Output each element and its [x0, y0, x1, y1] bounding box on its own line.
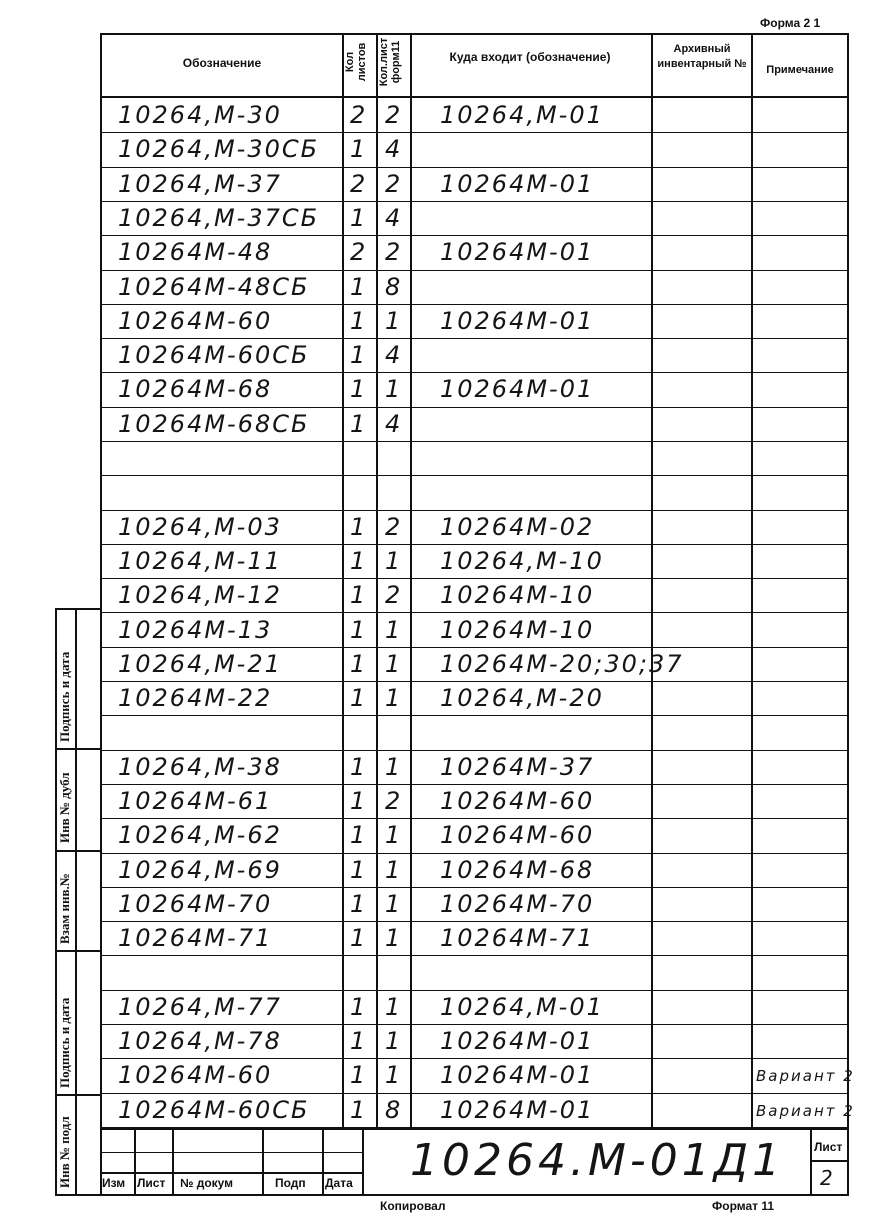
header-designation: Обозначение	[182, 56, 262, 70]
row-designation: 10264,М-30	[118, 101, 282, 129]
row-format11: 1	[385, 684, 403, 712]
title-doc-no: № докум	[180, 1176, 234, 1190]
row-sheets: 1	[350, 307, 368, 335]
row-format11: 2	[385, 238, 403, 266]
sheet-number: 2	[820, 1166, 835, 1190]
row-used-in: 10264М-01	[440, 170, 595, 198]
row-designation: 10264,М-62	[118, 821, 282, 849]
frame-right	[847, 33, 849, 1195]
row-sheets: 1	[350, 341, 368, 369]
form-label: Форма 2 1	[760, 16, 821, 30]
row-sheets: 1	[350, 581, 368, 609]
row-sheets: 1	[350, 787, 368, 815]
side-dup-inv: Инв № дубл	[57, 772, 72, 843]
col-line-3	[410, 33, 412, 1129]
sheet-label: Лист	[814, 1140, 843, 1154]
row-designation: 10264М-48СБ	[118, 273, 310, 301]
side-orig-inv: Инв № подл	[57, 1116, 72, 1188]
row-format11: 1	[385, 547, 403, 575]
row-line	[100, 475, 848, 476]
row-designation: 10264,М-37	[118, 170, 282, 198]
row-format11: 4	[385, 410, 403, 438]
row-designation: 10264М-13	[118, 616, 273, 644]
row-designation: 10264,М-11	[118, 547, 282, 575]
row-sheets: 2	[350, 101, 368, 129]
row-format11: 1	[385, 753, 403, 781]
row-sheets: 1	[350, 135, 368, 163]
row-used-in: 10264М-60	[440, 821, 595, 849]
row-used-in: 10264М-71	[440, 924, 595, 952]
row-sheets: 1	[350, 821, 368, 849]
header-archive: Архивный инвентарный №	[657, 43, 747, 70]
row-format11: 1	[385, 924, 403, 952]
row-sheets: 1	[350, 684, 368, 712]
side-strip-inner	[75, 608, 77, 1195]
row-format11: 8	[385, 1096, 403, 1124]
header-used-in: Куда входит (обозначение)	[449, 50, 611, 64]
row-line	[100, 1093, 848, 1094]
row-format11: 1	[385, 821, 403, 849]
row-sheets: 1	[350, 856, 368, 884]
title-col-2	[172, 1130, 174, 1194]
row-line	[100, 955, 848, 956]
row-sheets: 1	[350, 375, 368, 403]
row-designation: 10264,М-12	[118, 581, 282, 609]
row-designation: 10264М-70	[118, 890, 273, 918]
row-sheets: 1	[350, 204, 368, 232]
row-designation: 10264,М-69	[118, 856, 282, 884]
row-line	[100, 853, 848, 854]
row-sheets: 1	[350, 1061, 368, 1089]
row-designation: 10264М-68	[118, 375, 273, 403]
title-col-4	[322, 1130, 324, 1194]
row-sheets: 1	[350, 273, 368, 301]
row-line	[100, 612, 848, 613]
title-date: Дата	[325, 1176, 353, 1190]
document-code: 10264.М-01Д1	[410, 1135, 785, 1186]
row-used-in: 10264,М-01	[440, 993, 604, 1021]
row-line	[100, 304, 848, 305]
row-line	[100, 1024, 848, 1025]
row-line	[100, 1058, 848, 1059]
col-line-2	[376, 33, 378, 1129]
row-line	[100, 544, 848, 545]
row-designation: 10264М-60	[118, 1061, 273, 1089]
title-top-line	[100, 1128, 848, 1130]
row-line	[100, 578, 848, 579]
row-used-in: 10264М-01	[440, 375, 595, 403]
row-format11: 1	[385, 890, 403, 918]
row-format11: 4	[385, 341, 403, 369]
frame-bottom	[55, 1194, 849, 1196]
row-sheets: 1	[350, 753, 368, 781]
row-used-in: 10264,М-20	[440, 684, 604, 712]
header-format11: Кол.лист форм11	[378, 37, 402, 87]
row-format11: 8	[385, 273, 403, 301]
row-line	[100, 921, 848, 922]
row-sheets: 1	[350, 890, 368, 918]
title-col-3	[262, 1130, 264, 1194]
row-designation: 10264М-60СБ	[118, 1096, 310, 1124]
side-sign-date-2: Подпись и дата	[57, 997, 72, 1088]
row-line	[100, 784, 848, 785]
row-used-in: 10264М-02	[440, 513, 595, 541]
row-format11: 1	[385, 616, 403, 644]
row-sheets: 1	[350, 924, 368, 952]
row-designation: 10264М-61	[118, 787, 273, 815]
header-bottom-line	[100, 96, 848, 98]
row-sheets: 1	[350, 616, 368, 644]
row-sheets: 1	[350, 650, 368, 678]
row-sheets: 1	[350, 1096, 368, 1124]
side-sep-4	[55, 1094, 102, 1096]
row-designation: 10264М-48	[118, 238, 273, 266]
row-line	[100, 132, 848, 133]
row-designation: 10264М-68СБ	[118, 410, 310, 438]
row-format11: 1	[385, 650, 403, 678]
row-line	[100, 647, 848, 648]
row-used-in: 10264М-01	[440, 1061, 595, 1089]
row-line	[100, 407, 848, 408]
row-format11: 2	[385, 170, 403, 198]
header-note: Примечание	[766, 64, 834, 76]
row-sheets: 2	[350, 238, 368, 266]
row-format11: 2	[385, 101, 403, 129]
row-used-in: 10264М-10	[440, 581, 595, 609]
row-used-in: 10264М-01	[440, 1096, 595, 1124]
title-col-1	[134, 1130, 136, 1194]
row-used-in: 10264М-20;30;37	[440, 650, 684, 678]
title-sign: Подп	[275, 1176, 306, 1190]
row-format11: 1	[385, 375, 403, 403]
row-used-in: 10264М-60	[440, 787, 595, 815]
row-used-in: 10264М-68	[440, 856, 595, 884]
row-format11: 2	[385, 581, 403, 609]
title-list: Лист	[137, 1176, 166, 1190]
footer-format: Формат 11	[712, 1199, 775, 1213]
col-line-1	[342, 33, 344, 1129]
row-used-in: 10264М-37	[440, 753, 595, 781]
row-used-in: 10264М-70	[440, 890, 595, 918]
row-sheets: 1	[350, 513, 368, 541]
row-used-in: 10264М-01	[440, 307, 595, 335]
row-line	[100, 338, 848, 339]
row-designation: 10264М-60СБ	[118, 341, 310, 369]
title-col-6	[810, 1130, 812, 1194]
row-sheets: 1	[350, 1027, 368, 1055]
row-designation: 10264,М-78	[118, 1027, 282, 1055]
title-izm: Изм	[102, 1176, 126, 1190]
row-line	[100, 818, 848, 819]
row-line	[100, 201, 848, 202]
title-sheet-line	[810, 1160, 848, 1162]
row-format11: 2	[385, 787, 403, 815]
side-sep-3	[55, 950, 102, 952]
side-sign-date-1: Подпись и дата	[57, 651, 72, 742]
row-line	[100, 167, 848, 168]
row-format11: 1	[385, 307, 403, 335]
col-line-5	[751, 33, 753, 1129]
title-col-5	[362, 1130, 364, 1194]
row-used-in: 10264,М-01	[440, 101, 604, 129]
footer-copied: Копировал	[380, 1199, 446, 1213]
row-format11: 1	[385, 856, 403, 884]
row-used-in: 10264,М-10	[440, 547, 604, 575]
side-vzam-inv: Взам инв.№	[57, 873, 72, 944]
row-used-in: 10264М-01	[440, 238, 595, 266]
row-line	[100, 715, 848, 716]
col-line-4	[651, 33, 653, 1129]
row-format11: 4	[385, 204, 403, 232]
row-line	[100, 510, 848, 511]
row-sheets: 1	[350, 547, 368, 575]
row-line	[100, 235, 848, 236]
row-designation: 10264,М-30СБ	[118, 135, 320, 163]
row-designation: 10264М-71	[118, 924, 273, 952]
row-designation: 10264,М-38	[118, 753, 282, 781]
row-line	[100, 441, 848, 442]
row-note: Вариант 2	[756, 1102, 855, 1120]
row-line	[100, 887, 848, 888]
row-sheets: 1	[350, 410, 368, 438]
header-sheets: Кол листов	[344, 42, 368, 82]
row-line	[100, 372, 848, 373]
row-designation: 10264,М-77	[118, 993, 282, 1021]
row-designation: 10264,М-21	[118, 650, 282, 678]
row-used-in: 10264М-10	[440, 616, 595, 644]
row-line	[100, 750, 848, 751]
frame-top	[100, 33, 848, 35]
row-note: Вариант 2	[756, 1067, 855, 1085]
row-format11: 1	[385, 1027, 403, 1055]
row-designation: 10264,М-03	[118, 513, 282, 541]
row-line	[100, 270, 848, 271]
row-line	[100, 990, 848, 991]
side-sep-0	[55, 608, 102, 610]
row-designation: 10264,М-37СБ	[118, 204, 320, 232]
side-sep-1	[55, 748, 102, 750]
row-used-in: 10264М-01	[440, 1027, 595, 1055]
row-designation: 10264М-60	[118, 307, 273, 335]
row-format11: 2	[385, 513, 403, 541]
row-designation: 10264М-22	[118, 684, 273, 712]
side-sep-2	[55, 850, 102, 852]
row-format11: 1	[385, 1061, 403, 1089]
frame-left	[100, 33, 102, 1195]
row-format11: 1	[385, 993, 403, 1021]
row-sheets: 1	[350, 993, 368, 1021]
row-line	[100, 681, 848, 682]
row-sheets: 2	[350, 170, 368, 198]
row-format11: 4	[385, 135, 403, 163]
